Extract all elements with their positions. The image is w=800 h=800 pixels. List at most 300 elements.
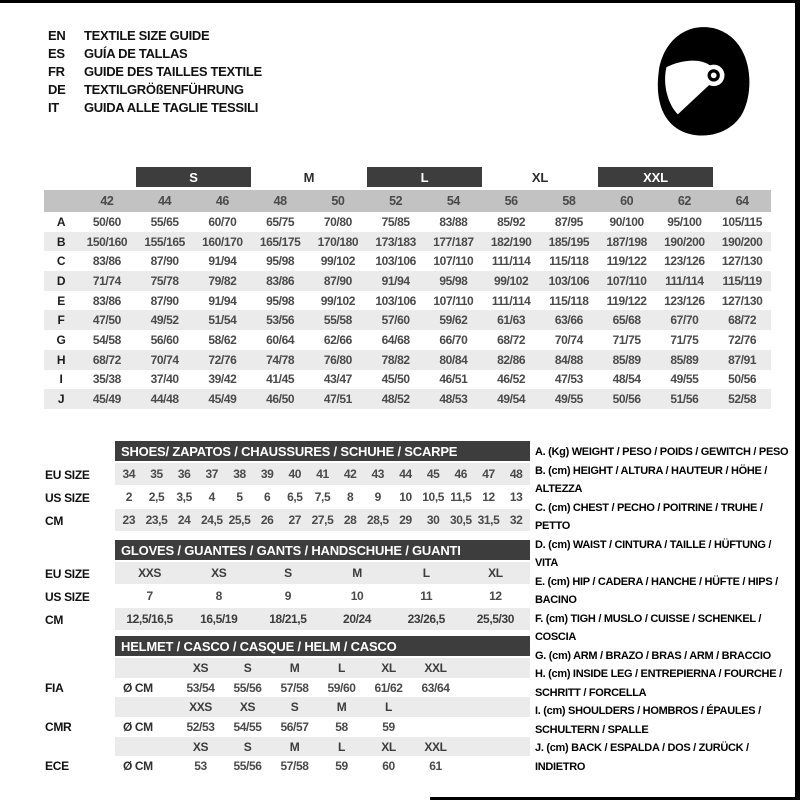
cell: 58	[335, 719, 348, 734]
row-label: CM	[45, 612, 64, 627]
cell: 76/80	[323, 352, 352, 367]
cell: 119/122	[606, 254, 647, 269]
row-label	[45, 737, 115, 757]
unit-cell	[115, 658, 177, 678]
cell: 53	[194, 759, 207, 774]
cell: 29	[399, 513, 412, 527]
table-row	[115, 737, 530, 757]
cell: 24	[177, 513, 191, 527]
row-label: D	[56, 273, 66, 288]
cell: 185/195	[548, 234, 590, 249]
cell: XS	[192, 739, 209, 754]
language-row	[48, 26, 262, 44]
gloves-rows	[115, 562, 530, 630]
language-title: TEXTILGRÖßENFÜHRUNG	[84, 81, 244, 97]
cell: 40	[288, 467, 302, 481]
cell: 53/56	[266, 313, 295, 328]
column-header: 60	[620, 194, 634, 208]
cell: 65/68	[612, 313, 641, 328]
cell: 91/94	[208, 254, 237, 269]
table-row	[44, 251, 771, 271]
language-code: EN	[48, 27, 66, 43]
cell: 91/94	[208, 293, 237, 308]
corner-cell	[44, 190, 78, 212]
cell: 27	[288, 513, 302, 527]
column-header: 52	[389, 194, 403, 208]
row-label: B	[56, 234, 66, 249]
cell: 39/42	[208, 372, 237, 387]
row-label: G	[56, 332, 66, 347]
cell: 49/55	[554, 392, 583, 407]
cell: 63/64	[421, 680, 450, 695]
cell: L	[338, 660, 345, 675]
cell: XXS	[189, 700, 212, 715]
cell: XL	[381, 739, 396, 754]
cell: 37	[205, 467, 219, 481]
language-row	[48, 62, 262, 80]
column-header: 56	[504, 194, 518, 208]
cell: 59	[335, 759, 348, 774]
cell: 48	[509, 467, 523, 481]
table-row	[44, 350, 771, 370]
filler-cell	[459, 658, 530, 678]
table-row	[115, 658, 530, 678]
filler-cell	[459, 717, 530, 737]
column-header: 64	[735, 194, 749, 208]
cell: 55/58	[323, 313, 352, 328]
cell: 23/26,5	[407, 612, 445, 626]
cell: 99/102	[320, 293, 356, 308]
cell: 61/63	[497, 313, 526, 328]
row-label: EU SIZE	[45, 566, 90, 581]
cell: 49/55	[670, 372, 699, 387]
sheet-right-edge	[795, 0, 800, 800]
cell: M	[336, 700, 347, 715]
cell: 43	[371, 467, 385, 481]
cell: 48/54	[612, 372, 641, 387]
cell: 84/88	[554, 352, 583, 367]
cell: 170/180	[317, 234, 359, 249]
cell: 87/95	[554, 214, 583, 229]
language-title-block	[48, 26, 262, 116]
unit-cell: Ø CM	[123, 719, 153, 734]
cell: XS	[239, 700, 256, 715]
legend-item: B. (cm) HEIGHT / ALTURA / HAUTEUR / HÖHE / ALTEZZA	[535, 464, 768, 495]
cell: 9	[374, 490, 381, 504]
cell: 20/24	[343, 612, 372, 626]
cell: 83/86	[92, 254, 121, 269]
cell: 83/86	[266, 273, 295, 288]
cell: 105/115	[722, 214, 763, 229]
column-header: 44	[158, 194, 172, 208]
legend-item: E. (cm) HIP / CADERA / HANCHE / HÜFTE / HIPS / BACINO	[535, 575, 778, 606]
cell: 107/110	[433, 293, 474, 308]
cell: 59/62	[439, 313, 468, 328]
column-header: 54	[446, 194, 460, 208]
language-code: IT	[48, 99, 59, 115]
cell: 87/90	[323, 273, 352, 288]
size-band: M	[303, 169, 315, 185]
main-header-row	[44, 190, 771, 212]
cell: 165/175	[259, 234, 301, 249]
cell: 46	[454, 467, 468, 481]
column-header: 58	[562, 194, 576, 208]
cell: S	[284, 566, 292, 580]
cell: 8	[347, 490, 354, 504]
gloves-section	[45, 540, 530, 631]
cell: XL	[488, 566, 503, 580]
cell: 50/56	[728, 372, 757, 387]
cell: 62/66	[323, 332, 352, 347]
cell: 54/58	[92, 332, 121, 347]
cell: XS	[192, 660, 209, 675]
cell: 49/54	[497, 392, 526, 407]
cell: 50/56	[612, 392, 641, 407]
cell: 127/130	[721, 293, 763, 308]
cell: 68/72	[497, 332, 526, 347]
cell: 91/94	[381, 273, 410, 288]
cell: 127/130	[721, 254, 763, 269]
cell: 47	[482, 467, 495, 481]
cell: 71/75	[612, 332, 641, 347]
language-title: GUIDA ALLE TAGLIE TESSILI	[84, 99, 259, 115]
cell: 71/75	[670, 332, 699, 347]
cell: 85/92	[497, 214, 526, 229]
cell: 55/56	[233, 680, 262, 695]
cell: 55/65	[150, 214, 179, 229]
cell: 87/91	[728, 352, 757, 367]
cell: S	[243, 660, 252, 675]
table-row	[44, 291, 771, 311]
cell: 103/106	[375, 254, 416, 269]
cell: S	[243, 739, 252, 754]
cell: XS	[211, 566, 227, 580]
cell: 12	[489, 589, 502, 603]
cell: 11	[420, 589, 433, 603]
cell: 30	[426, 513, 440, 527]
helmet-labels	[45, 636, 115, 776]
cell: 51/54	[208, 313, 237, 328]
row-label: US SIZE	[45, 490, 90, 505]
legend-item: J. (cm) BACK / ESPALDA / DOS / ZURÜCK / INDIETRO	[535, 742, 749, 773]
column-header: 42	[100, 194, 114, 208]
cell: 87/90	[150, 293, 179, 308]
cell: 187/198	[606, 234, 647, 249]
cell: 119/122	[606, 293, 647, 308]
cell: M	[289, 660, 300, 675]
legend-item: D. (cm) WAIST / CINTURA / TAILLE / HÜFTUNG / VITA	[535, 538, 772, 569]
cell: 9	[284, 589, 292, 603]
table-row	[115, 562, 530, 584]
row-label: F	[57, 313, 65, 328]
cell: 61	[429, 759, 442, 774]
cell: 111/114	[665, 273, 704, 288]
cell: 13	[509, 490, 523, 504]
row-label: ECE	[45, 759, 69, 774]
cell: 61/62	[374, 680, 403, 695]
cell: 28	[343, 513, 357, 527]
cell: 79/82	[208, 273, 237, 288]
row-label: J	[57, 392, 65, 407]
cell: 56/60	[150, 332, 179, 347]
size-band: XXL	[598, 167, 714, 187]
cell: 50/60	[92, 214, 121, 229]
cell	[412, 717, 459, 737]
table-row	[115, 697, 530, 717]
row-label: CMR	[45, 719, 72, 734]
cell: 95/98	[266, 254, 295, 269]
table-row	[115, 463, 530, 485]
cell: M	[352, 566, 362, 580]
cell: 26	[260, 513, 274, 527]
cell: 54/55	[233, 719, 262, 734]
cell: 83/88	[439, 214, 468, 229]
cell: 70/80	[323, 214, 352, 229]
cell: 52/58	[728, 392, 757, 407]
table-row	[44, 271, 771, 291]
cell: 51/56	[670, 392, 699, 407]
size-band: XL	[531, 169, 549, 185]
cell: XXL	[424, 739, 447, 754]
row-label: I	[59, 372, 63, 387]
cell: 10	[399, 490, 412, 504]
cell: 10	[350, 589, 364, 603]
size-band: L	[367, 167, 483, 187]
cell: 173/183	[375, 234, 416, 249]
cell: 28,5	[366, 513, 389, 527]
legend-item: A. (Kg) WEIGHT / PESO / POIDS / GEWITCH / PESO	[535, 446, 789, 458]
cell: 16,5/19	[200, 612, 238, 626]
language-code: ES	[48, 45, 65, 61]
table-row	[44, 389, 771, 409]
cell: 47/51	[323, 392, 352, 407]
unit-cell: Ø CM	[123, 759, 153, 774]
cell: 3,5	[176, 490, 192, 504]
language-code: DE	[48, 81, 66, 97]
cell: 103/106	[375, 293, 416, 308]
filler-cell	[459, 697, 530, 717]
cell: 56/57	[280, 719, 309, 734]
cell: 150/160	[86, 234, 128, 249]
language-title: GUÍA DE TALLAS	[84, 45, 188, 61]
cell: 43/47	[323, 372, 352, 387]
gloves-title-bar: GLOVES / GUANTES / GANTS / HANDSCHUHE / GUANTI	[115, 540, 530, 560]
helmet-title-bar: HELMET / CASCO / CASQUE / HELM / CASCO	[115, 636, 530, 656]
row-label: US SIZE	[45, 589, 90, 604]
row-label: FIA	[45, 680, 64, 695]
cell: 70/74	[150, 352, 179, 367]
cell: 53/54	[186, 680, 215, 695]
textile-size-table	[44, 167, 771, 409]
cell: 60	[382, 759, 395, 774]
cell: 35/38	[92, 372, 121, 387]
cell: 44	[399, 467, 412, 481]
column-header: 48	[273, 194, 287, 208]
cell: 75/85	[381, 214, 410, 229]
cell: 182/190	[490, 234, 532, 249]
cell: 7	[146, 589, 153, 603]
shoes-rows	[115, 463, 530, 531]
cell: 63/66	[554, 313, 583, 328]
language-title: GUIDE DES TAILLES TEXTILE	[84, 63, 262, 79]
cell: 80/84	[439, 352, 468, 367]
cell: 35	[150, 467, 163, 481]
helmet-icon	[652, 22, 760, 140]
legend-item: F. (cm) TIGH / MUSLO / CUISSE / SCHENKEL / COSCIA	[535, 612, 762, 643]
cell: 12	[482, 490, 495, 504]
cell: 111/114	[491, 293, 531, 308]
table-row	[115, 756, 530, 776]
cell: 46/52	[497, 372, 526, 387]
row-label: E	[57, 293, 65, 308]
cell: 83/86	[92, 293, 121, 308]
cell: 38	[233, 467, 246, 481]
cell: L	[385, 700, 392, 715]
cell: 46/50	[266, 392, 295, 407]
cell: 58/62	[208, 332, 237, 347]
cell: 10,5	[422, 490, 445, 504]
cell: 65/75	[266, 214, 295, 229]
cell: 55/56	[233, 759, 262, 774]
cell: 68/72	[728, 313, 757, 328]
size-band: S	[136, 167, 252, 187]
sheet-top-edge	[0, 0, 800, 3]
legend-item: I. (cm) SHOULDERS / HOMBROS / ÉPAULES / SCHULTERN / SPALLE	[535, 705, 761, 736]
cell: 67/70	[670, 313, 699, 328]
table-row	[115, 608, 530, 630]
cell: 107/110	[606, 273, 647, 288]
cell: 57/58	[280, 759, 309, 774]
cell: 95/98	[439, 273, 468, 288]
shoes-section	[45, 441, 530, 532]
cell: 107/110	[433, 254, 474, 269]
gloves-labels	[45, 540, 115, 631]
cell: 123/126	[664, 254, 705, 269]
cell: 66/70	[439, 332, 468, 347]
cell: 75/78	[150, 273, 179, 288]
cell: 45	[426, 467, 440, 481]
cell: 24,5	[200, 513, 223, 527]
cell: 60/70	[208, 214, 237, 229]
cell: 68/72	[92, 352, 121, 367]
cell: 155/165	[144, 234, 185, 249]
table-row	[115, 486, 530, 508]
shoes-labels	[45, 441, 115, 532]
cell: 52/53	[186, 719, 215, 734]
column-header: 62	[677, 194, 691, 208]
row-label: A	[56, 214, 66, 229]
cell: 115/118	[549, 293, 589, 308]
language-title: TEXTILE SIZE GUIDE	[84, 27, 210, 43]
helmet-rows	[115, 658, 530, 776]
main-table-body	[44, 212, 771, 409]
table-row	[44, 212, 771, 232]
cell: 72/76	[208, 352, 237, 367]
unit-cell: Ø CM	[123, 680, 153, 695]
cell: 82/86	[497, 352, 526, 367]
cell: 74/78	[266, 352, 295, 367]
cell: 2,5	[148, 490, 165, 504]
cell: XXL	[424, 660, 447, 675]
row-label: H	[56, 352, 66, 367]
cell: 34	[122, 467, 136, 481]
cell: 23	[122, 513, 136, 527]
cell: 190/200	[721, 234, 763, 249]
table-row	[115, 678, 530, 698]
cell: 25,5	[228, 513, 251, 527]
cell: 190/200	[664, 234, 705, 249]
cell: 60/64	[266, 332, 295, 347]
cell: S	[290, 700, 299, 715]
cell: XXS	[138, 566, 161, 580]
cell: 30,5	[449, 513, 472, 527]
legend-list	[535, 443, 790, 776]
cell: 47/53	[554, 372, 583, 387]
cell: 72/76	[728, 332, 757, 347]
language-row	[48, 80, 262, 98]
column-header: 50	[331, 194, 345, 208]
column-header: 46	[215, 194, 229, 208]
helmet-section	[45, 636, 530, 776]
cell: 7,5	[314, 490, 331, 504]
shoes-title-bar: SHOES/ ZAPATOS / CHAUSSURES / SCHUHE / SCARPE	[115, 441, 530, 461]
row-label: EU SIZE	[45, 467, 90, 482]
cell: 87/90	[150, 254, 179, 269]
cell: XL	[381, 660, 396, 675]
cell: 31,5	[477, 513, 500, 527]
cell: 90/100	[609, 214, 644, 229]
cell: 5	[236, 490, 243, 504]
size-band-row	[44, 167, 771, 187]
table-row	[115, 717, 530, 737]
cell: 95/98	[266, 293, 295, 308]
cell: 41	[316, 467, 329, 481]
cell: 64/68	[381, 332, 410, 347]
cell: 11,5	[450, 490, 472, 504]
table-row	[115, 509, 530, 531]
unit-cell	[115, 697, 177, 717]
cell: 47/50	[92, 313, 121, 328]
cell: 25,5/30	[476, 612, 515, 626]
filler-cell	[459, 737, 530, 757]
cell: 46/51	[439, 372, 468, 387]
cell: 23,5	[145, 513, 168, 527]
legend-item: C. (cm) CHEST / PECHO / POITRINE / TRUHE / PETTO	[535, 501, 763, 532]
cell: 123/126	[664, 293, 705, 308]
cell: 36	[177, 467, 191, 481]
cell: 85/89	[670, 352, 699, 367]
cell: 99/102	[493, 273, 529, 288]
cell: 99/102	[320, 254, 356, 269]
row-label	[45, 658, 115, 678]
legend-item: G. (cm) ARM / BRAZO / BRAS / ARM / BRACCIO	[535, 649, 771, 662]
cell: 59	[382, 719, 395, 734]
cell: 44/48	[150, 392, 179, 407]
cell: 59/60	[327, 680, 356, 695]
cell: 8	[215, 589, 222, 603]
cell: 115/118	[549, 254, 589, 269]
cell: 111/114	[491, 254, 531, 269]
cell: 45/49	[208, 392, 237, 407]
cell: L	[338, 739, 345, 754]
cell: 27,5	[311, 513, 334, 527]
language-row	[48, 44, 262, 62]
filler-cell	[459, 756, 530, 776]
cell: 4	[208, 490, 215, 504]
cell: 32	[509, 513, 523, 527]
cell: 48/53	[439, 392, 468, 407]
legend-item: H. (cm) INSIDE LEG / ENTREPIERNA / FOURCHE / SCHRITT / FORCELLA	[535, 668, 782, 699]
